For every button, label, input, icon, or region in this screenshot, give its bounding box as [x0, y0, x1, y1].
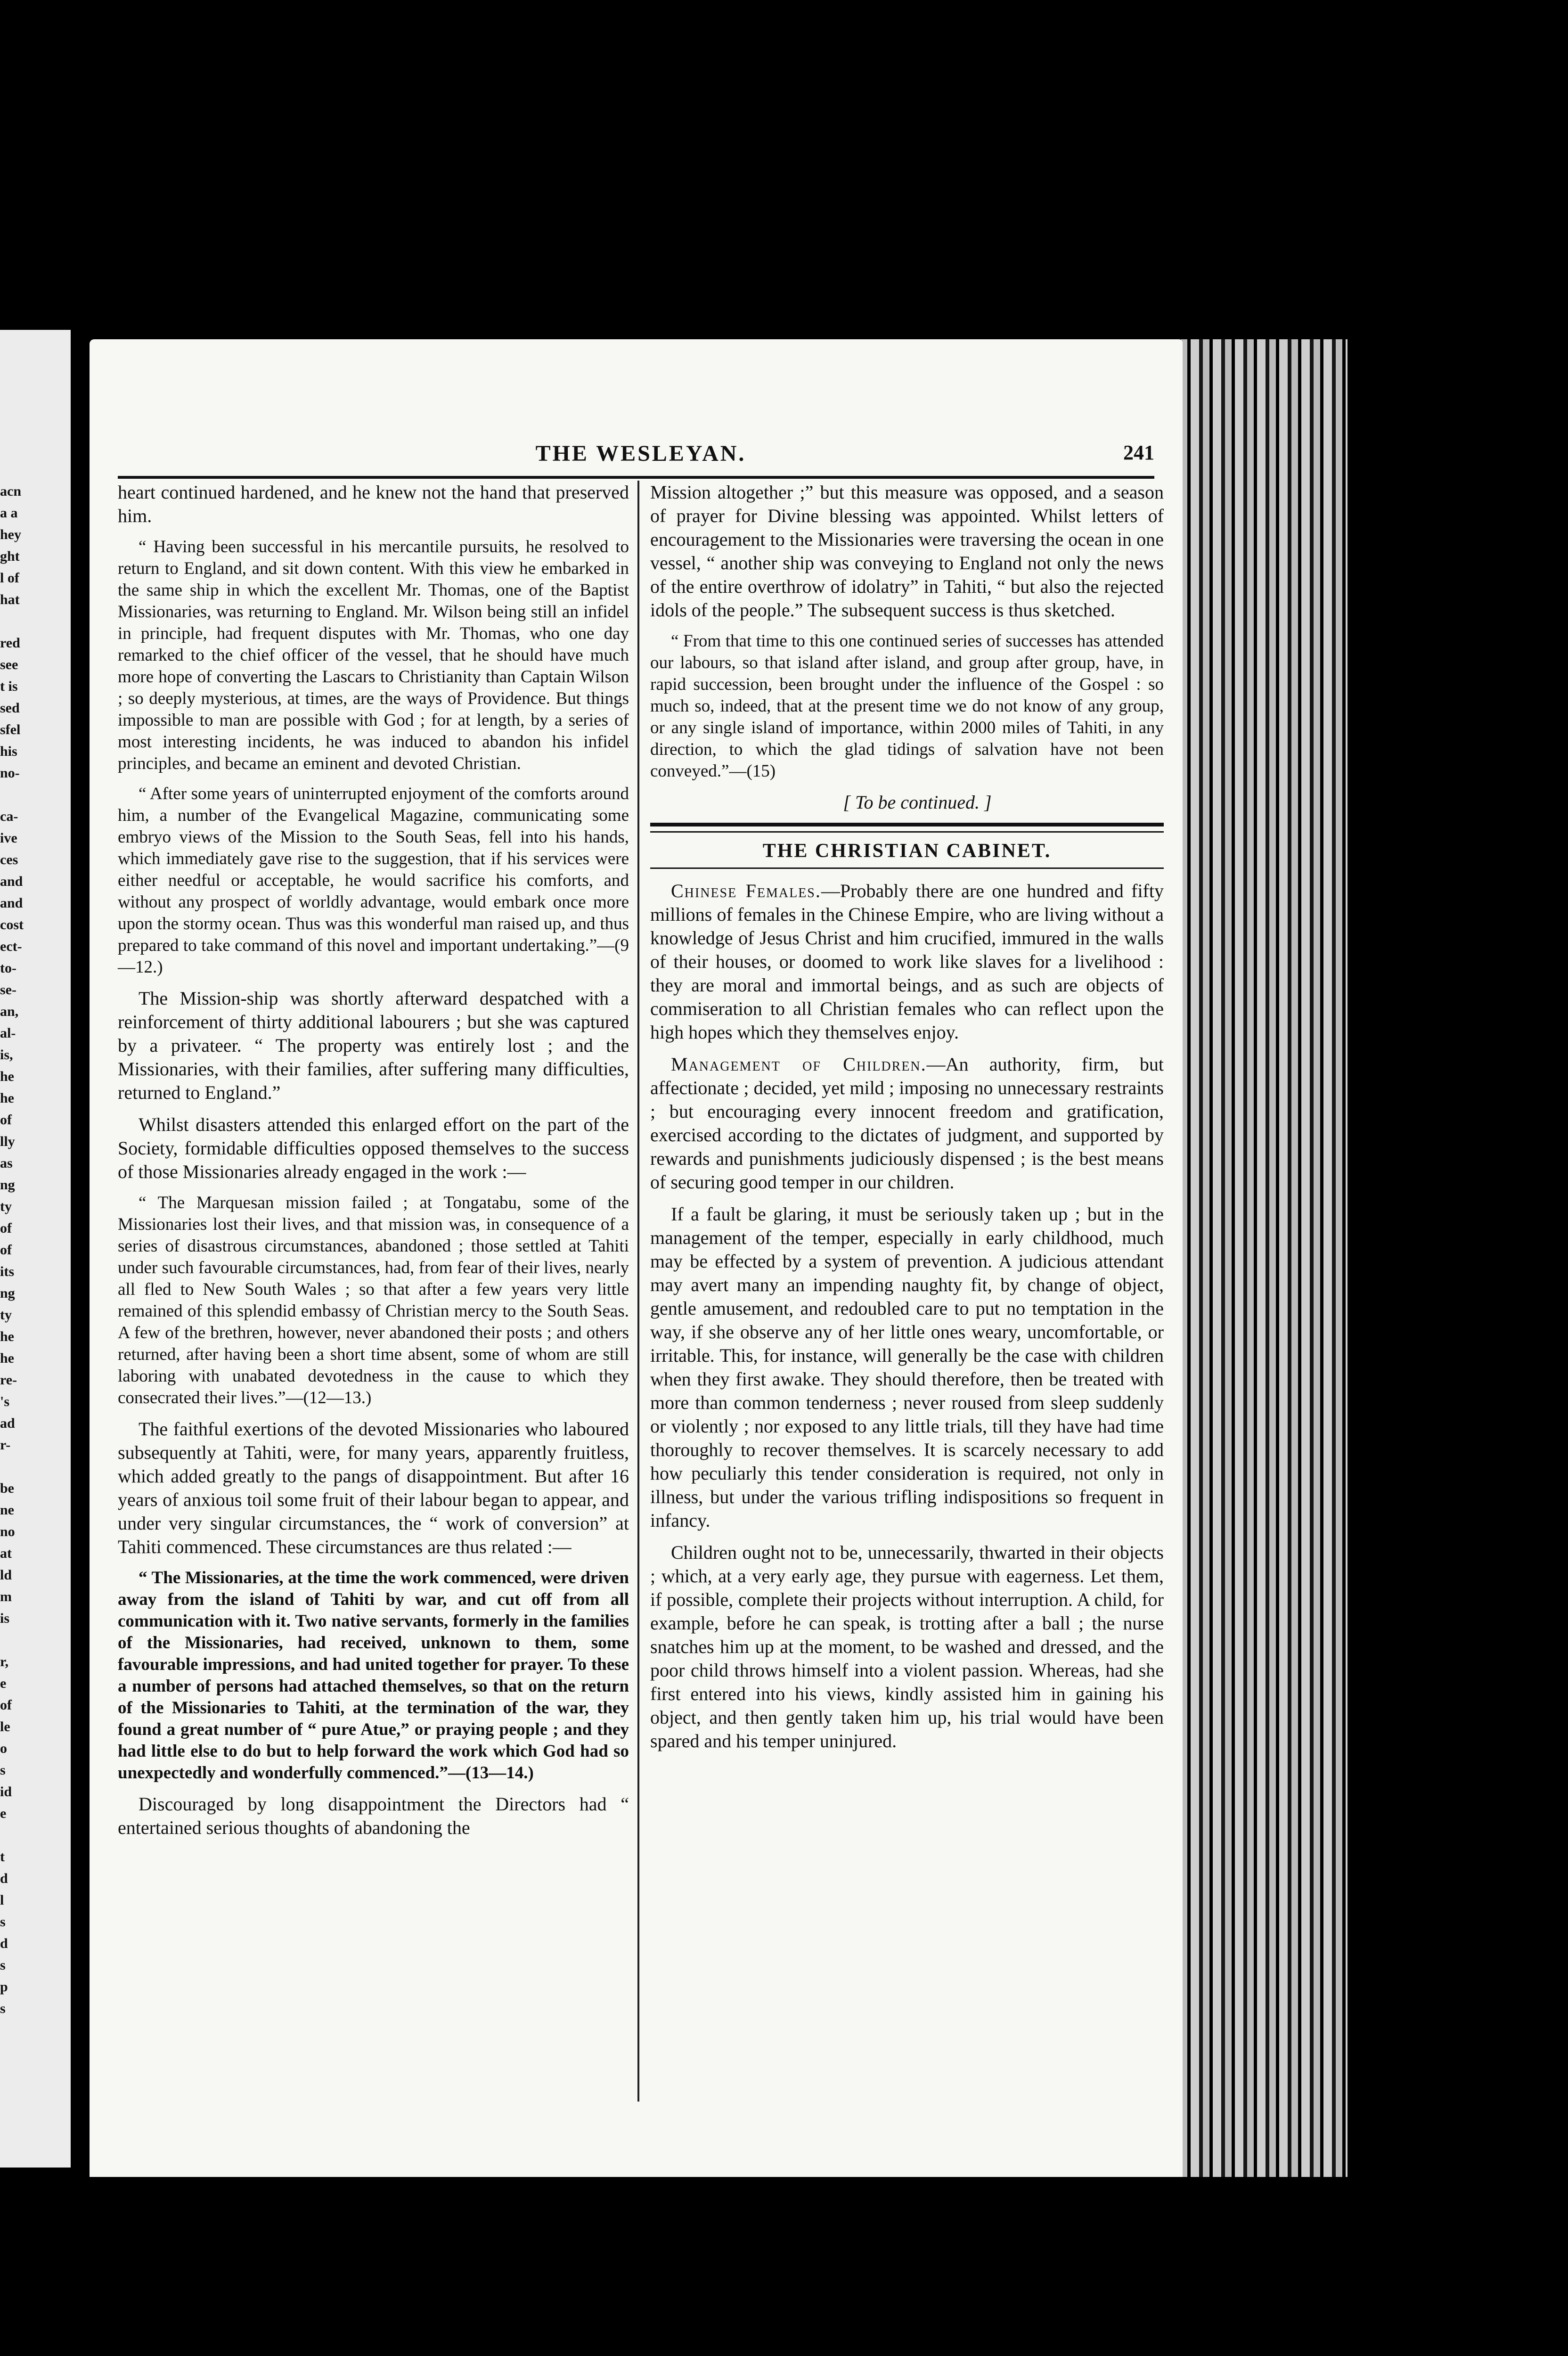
paragraph: “ The Missionaries, at the time the work commenced, were driven away from the island of Tahiti by war, and cut off from all communication with it. Two native servants, formerly in the families of the Missionaries, had received, unknown to them, some favourable impressions, and had united together for prayer. To these a number of persons had attached themselves, so that on the return of the Missionaries to Tahiti, at the termination of the war, they found a great number of “ pure Atue,” or praying people ; and they had little else to do but to help forward the work which God had so unexpectedly and wonderfully commenced.”—(13—14.) — [118, 1568, 629, 1783]
article-text: —Probably there are one hundred and fifty millions of females in the Chinese Empire, who are living without a knowledge of Jesus Christ and him crucified, immured in the walls of their houses, or doomed to work like slaves for a livelihood : they are moral and immortal beings, and as such are objects of commiseration to all Christian females who can reflect upon the high hopes which they themselves enjoy. — [650, 880, 1164, 1043]
article — [650, 1053, 1164, 1194]
article-text: —An authority, firm, but affectionate ; decided, yet mild ; imposing no unnecessary restraints ; but encouraging every innocent freedom and gratification, exercised according to the dictates of judgment, and supported by rewards and punishments judiciously dispensed ; is the best means of securing good temper in our children. — [650, 1054, 1164, 1193]
section-title: THE CHRISTIAN CABINET. — [762, 840, 1052, 862]
left-column — [118, 481, 629, 1848]
running-head — [127, 441, 1154, 469]
paragraph: The Mission-ship was shortly afterward despatched with a reinforcement of thirty additional labourers ; but she was captured by a privateer. “ The property was entirely lost ; and the Missionaries, with their families, after suffering many difficulties, returned to England.” — [118, 988, 629, 1103]
header-rule — [118, 476, 1154, 479]
adjacent-page-text-fragments: acn a a hey ght l of hat red see t is sed sfel his no- ca- ive ces and and cost ect- to- se- an, al- is, he he of lly as ng ty of of its ng ty he he re- 's ad r- be ne no at ld m is r, e of le o s id e t d l s d s p s — [0, 483, 24, 2016]
right-column — [650, 481, 1164, 1761]
article — [650, 879, 1164, 1044]
paragraph: “ Having been successful in his mercantile pursuits, he resolved to return to England, and sit down content. With this view he embarked in the same ship in which the excellent Mr. Thomas, one of the Baptist Missionaries, was returning to England. Mr. Wilson being still an infidel in principle, had frequent disputes with Mr. Thomas, who one day remarked to the chief officer of the vessel, that he should have much more hope of converting the Lascars to Christianity than Captain Wilson ; so deeply mysterious, at times, are the ways of Providence. But things impossible to man are possible with God ; for at length, by a series of most interesting incidents, he was induced to abandon his infidel principles, and became an eminent and devoted Christian. — [118, 537, 629, 773]
page-number: 241 — [1123, 441, 1154, 464]
section-rule — [650, 867, 1164, 869]
article-heading: Management of Children. — [671, 1054, 927, 1075]
book-page — [90, 339, 1183, 2177]
paragraph: Mission altogether ;” but this measure was opposed, and a season of prayer for Divine blessing was appointed. Whilst letters of encouragement to the Missionaries were traversing the ocean in one vessel, “ another ship was conveying to England not only the news of the entire overthrow of idolatry” in Tahiti, “ but also the rejected idols of the people.” The subsequent success is thus sketched. — [650, 482, 1164, 621]
paragraph: Whilst disasters attended this enlarged effort on the part of the Society, formidable difficulties opposed themselves to the success of those Missionaries already engaged in the work :— — [118, 1114, 629, 1182]
paragraph: If a fault be glaring, it must be seriously taken up ; but in the management of the temper, especially in early childhood, much may be effected by a system of prevention. A judicious attendant may avert many an impending naughty fit, by change of object, gentle amusement, and redoubled care to put no temptation in the way, if she observe any of her little ones weary, uncomfortable, or irritable. This, for instance, will generally be the case with children when they first awake. They should therefore, then be treated with more than common tenderness ; never roused from sleep suddenly or violently ; nor exposed to any little trials, till they have had time thoroughly to recover themselves. It is scarcely necessary to add how peculiarly this tender consideration is required, not only in illness, but under the various trifling indispositions so frequent in infancy. — [650, 1203, 1164, 1531]
paragraph: “ From that time to this one continued series of successes has attended our labours, so that island after island, and group after group, have, in rapid succession, been brought under the influence of the Gospel : so much so, indeed, that at the present time we do not know of any group, or any single island of importance, within 2000 miles of Tahiti, in any direction, to which the glad tidings of salvation have not been conveyed.”—(15) — [650, 631, 1164, 781]
paragraph: heart continued hardened, and he knew not the hand that preserved him. — [118, 482, 629, 526]
article-heading: Chinese Females. — [671, 880, 821, 901]
paragraph: “ After some years of uninterrupted enjoyment of the comforts around him, a number of the Evangelical Magazine, communicating some embryo views of the Mission to the South Seas, fell into his hands, which immediately gave rise to the suggestion, that if his services were either needful or acceptable, he would sacrifice his comforts, and without any prospect of worldly advantage, would embark once more upon the stormy ocean. Thus was this wonderful man raised up, and thus prepared to take command of this novel and important undertaking.”—(9—12.) — [118, 784, 629, 977]
paragraph: The faithful exertions of the devoted Missionaries who laboured subsequently at Tahiti, were, for many years, apparently fruitless, which added greatly to the pangs of disappointment. But after 16 years of anxious toil some fruit of their labour began to appear, and under very singular circumstances, the “ work of conversion” at Tahiti commenced. These circumstances are thus related :— — [118, 1418, 629, 1557]
paragraph: Discouraged by long disappointment the Directors had “ entertained serious thoughts of abandoning the — [118, 1793, 629, 1838]
paragraph: Children ought not to be, unnecessarily, thwarted in their objects ; which, at a very early age, they pursue with eagerness. Let them, if possible, complete their projects without interruption. A child, for example, before he can speak, is trotting after a ball ; the nurse snatches him up at the moment, to be washed and dressed, and the poor child throws himself into a violent passion. Whereas, had she first entered into his views, kindly assisted him in gaining his object, and then gently taken him up, his trial would have been spared and his temper uninjured. — [650, 1542, 1164, 1751]
column-divider — [637, 481, 639, 2102]
continued-note: [ To be continued. ] — [843, 792, 992, 813]
paragraph: “ The Marquesan mission failed ; at Tongatabu, some of the Missionaries lost their lives, and that mission was, in consequence of a series of disastrous circumstances, abandoned ; those settled at Tahiti under such favourable circumstances, had, from fear of their lives, nearly all fled to New South Wales ; so that after a few years very little remained of this splendid embassy of Christian mercy to the South Seas. A few of the brethren, however, never abandoned their posts ; and others returned, after having been a short time absent, some of whom are still laboring with unabated devotedness in the cause to which they consecrated their lives.”—(12—13.) — [118, 1193, 629, 1407]
section-rule — [650, 823, 1164, 833]
book-edge-shadow — [1168, 339, 1348, 2177]
running-title: THE WESLEYAN. — [535, 441, 746, 466]
